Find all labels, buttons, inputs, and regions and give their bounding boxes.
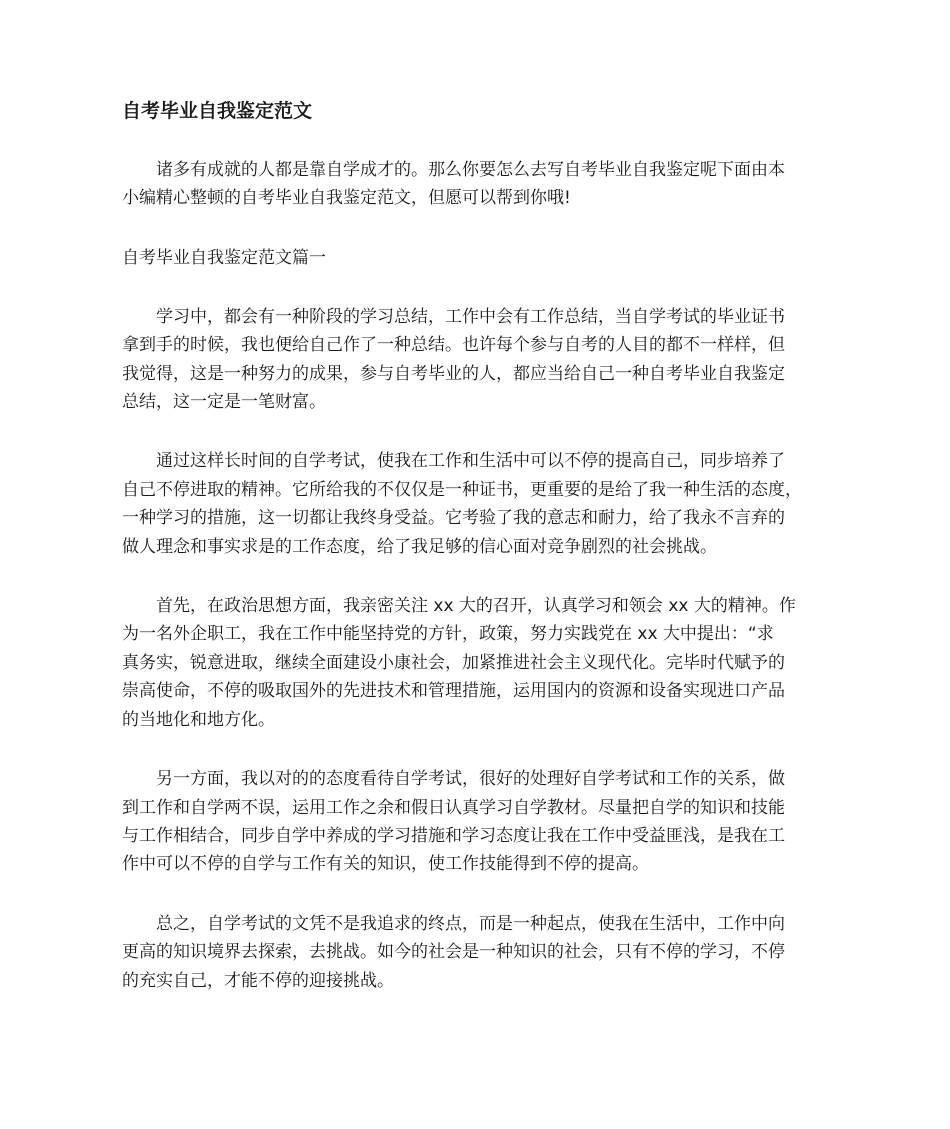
paragraph-line: 通过这样长时间的自学考试，使我在工作和生活中可以不停的提高自己，同步培养了 bbox=[156, 451, 785, 472]
paragraph-line: 与工作相结合，同步自学中养成的学习措施和学习态度让我在工作中受益匪浅，是我在工 bbox=[122, 825, 785, 846]
document-page bbox=[122, 97, 830, 1026]
paragraph-line: 学习中，都会有一种阶段的学习总结，工作中会有工作总结，当自学考试的毕业证书 bbox=[156, 306, 785, 327]
body-paragraph bbox=[122, 447, 830, 561]
paragraph-line: 首先，在政治思想方面，我亲密关注 xx 大的召开，认真学习和领会 xx 大的精神。作 bbox=[156, 596, 796, 617]
paragraph-line: 为一名外企职工，我在工作中能坚持党的方针，政策，努力实践党在 xx 大中提出：“求 bbox=[122, 624, 774, 645]
paragraph-line: 我觉得，这是一种努力的成果，参与自考毕业的人，都应当给自己一种自考毕业自我鉴定 bbox=[122, 363, 785, 384]
paragraph-line: 到工作和自学两不误，运用工作之余和假日认真学习自学教材。尽量把自学的知识和技能 bbox=[122, 797, 785, 818]
section-heading: 自考毕业自我鉴定范文篇一 bbox=[122, 247, 326, 268]
paragraph-line: 拿到手的时候，我也便给自己作了一种总结。也许每个参与自考的人目的都不一样样，但 bbox=[122, 335, 785, 356]
paragraph-line: 总结，这一定是一笔财富。 bbox=[122, 392, 326, 413]
paragraph-line: 作中可以不停的自学与工作有关的知识，使工作技能得到不停的提高。 bbox=[122, 854, 649, 875]
paragraph-line: 一种学习的措施，这一切都让我终身受益。它考验了我的意志和耐力，给了我永不言弃的 bbox=[122, 508, 785, 529]
paragraph-line: 更高的知识境界去探索，去挑战。如今的社会是一种知识的社会，只有不停的学习，不停 bbox=[122, 942, 785, 963]
intro-line: 诸多有成就的人都是靠自学成才的。那么你要怎么去写自考毕业自我鉴定呢下面由本 bbox=[156, 160, 785, 180]
intro-line: 小编精心整顿的自考毕业自我鉴定范文，但愿可以帮到你哦! bbox=[122, 188, 571, 209]
paragraph-line: 真务实，锐意进取，继续全面建设小康社会，加紧推进社会主义现代化。完毕时代赋予的 bbox=[122, 652, 785, 673]
document-title: 自考毕业自我鉴定范文 bbox=[122, 100, 313, 122]
paragraph-line: 总之，自学考试的文凭不是我追求的终点，而是一种起点，使我在生活中，工作中向 bbox=[156, 913, 785, 934]
paragraph-line: 另一方面，我以对的的态度看待自学考试，很好的处理好自学考试和工作的关系，做 bbox=[156, 769, 785, 790]
paragraph-line: 的当地化和地方化。 bbox=[122, 709, 275, 730]
paragraph-line: 做人理念和事实求是的工作态度，给了我足够的信心面对竞争剧烈的社会挑战。 bbox=[122, 536, 717, 557]
body-paragraph bbox=[122, 303, 830, 417]
body-paragraph bbox=[122, 765, 830, 879]
body-paragraph bbox=[122, 592, 830, 734]
intro-paragraph bbox=[122, 156, 830, 213]
paragraph-line: 崇高使命，不停的吸取国外的先进技术和管理措施，运用国内的资源和设备实现进口产品 bbox=[122, 681, 785, 702]
paragraph-line: 自己不停进取的精神。它所给我的不仅仅是一种证书，更重要的是给了我一种生活的态度， bbox=[122, 479, 802, 500]
paragraph-line: 的充实自己，才能不停的迎接挑战。 bbox=[122, 970, 394, 991]
body-paragraph bbox=[122, 910, 830, 995]
